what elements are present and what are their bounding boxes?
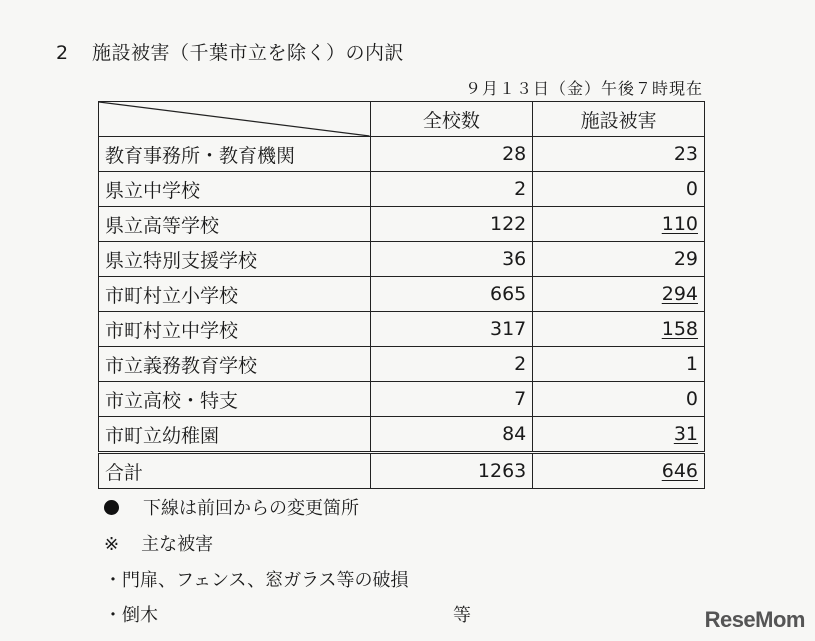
- row-label-value: 市立高校・特支: [105, 389, 239, 412]
- total-schools-cell: [370, 453, 533, 489]
- facility-damage-cell: [533, 137, 705, 172]
- damage-item-2-suffix: 等: [453, 605, 471, 626]
- row-label: [99, 453, 371, 489]
- total-schools-cell-value: 2: [514, 178, 527, 200]
- total-schools-cell-value: 28: [502, 143, 527, 165]
- facility-damage-cell-value: 294: [661, 283, 698, 305]
- row-label: [99, 347, 371, 382]
- main-damage-title: 主な被害: [141, 534, 214, 555]
- total-schools-cell-value: 1263: [477, 460, 527, 482]
- total-schools-cell: [370, 277, 533, 312]
- facility-damage-cell-value: 110: [661, 213, 698, 235]
- row-label: [99, 417, 371, 453]
- total-schools-cell: [370, 172, 533, 207]
- total-schools-cell: [370, 242, 533, 277]
- total-schools-cell: [370, 382, 533, 417]
- facility-damage-cell-value: 646: [661, 460, 698, 482]
- facility-damage-cell: [533, 277, 705, 312]
- reference-mark: ※: [104, 534, 120, 555]
- row-label-value: 県立中学校: [105, 179, 201, 202]
- table-row: [99, 417, 705, 453]
- table-row: [99, 277, 705, 312]
- total-schools-cell: [370, 207, 533, 242]
- total-schools-cell-value: 36: [502, 248, 527, 270]
- total-schools-cell-value: 7: [514, 388, 527, 410]
- total-schools-cell-value: 84: [502, 423, 527, 445]
- facility-damage-cell: [533, 242, 705, 277]
- damage-table: [98, 101, 705, 489]
- section-number: 2: [56, 42, 69, 64]
- table-header-row: [99, 102, 705, 137]
- diagonal-header-cell: [99, 102, 371, 137]
- total-schools-cell: [370, 347, 533, 382]
- facility-damage-cell: [533, 207, 705, 242]
- facility-damage-cell-value: 158: [661, 318, 698, 340]
- header-facility-damage: 施設被害: [533, 102, 705, 137]
- total-schools-cell-value: 2: [514, 353, 527, 375]
- main-damage-heading: [104, 530, 213, 556]
- header-total-schools: 全校数: [370, 102, 533, 137]
- section-title: 施設被害（千葉市立を除く）の内訳: [92, 42, 405, 64]
- facility-damage-cell-value: 1: [685, 353, 698, 375]
- damage-item-2: [104, 601, 471, 627]
- total-schools-cell-value: 665: [490, 283, 527, 305]
- row-label-value: 県立高等学校: [105, 214, 220, 237]
- row-label: [99, 382, 371, 417]
- facility-damage-cell-value: 23: [673, 143, 698, 165]
- facility-damage-cell: [533, 312, 705, 347]
- row-label-value: 市町立幼稚園: [105, 424, 220, 447]
- total-schools-cell-value: 122: [490, 213, 527, 235]
- table-row: [99, 207, 705, 242]
- section-heading: [56, 38, 404, 65]
- facility-damage-cell: [533, 172, 705, 207]
- diagonal-line: [99, 102, 370, 136]
- row-label-value: 合計: [105, 461, 144, 484]
- facility-damage-cell-value: 0: [685, 178, 698, 200]
- table-row: [99, 347, 705, 382]
- damage-item-2-text: ・倒木: [104, 605, 158, 626]
- total-schools-cell: [370, 312, 533, 347]
- facility-damage-cell-value: 31: [673, 423, 698, 445]
- total-schools-cell: [370, 417, 533, 453]
- row-label-value: 県立特別支援学校: [105, 249, 258, 272]
- damage-item-1: ・門扉、フェンス、窓ガラス等の破損: [104, 570, 409, 591]
- facility-damage-cell: [533, 382, 705, 417]
- table-row: [99, 172, 705, 207]
- facility-damage-cell: [533, 417, 705, 453]
- row-label: [99, 137, 371, 172]
- row-label: [99, 277, 371, 312]
- resemom-logo: ReseMom: [704, 607, 805, 632]
- legend-note: [104, 494, 359, 520]
- total-schools-cell: [370, 137, 533, 172]
- facility-damage-cell-value: 29: [673, 248, 698, 270]
- row-label-value: 教育事務所・教育機関: [105, 144, 296, 167]
- bullet-icon: [104, 500, 119, 515]
- table-row: [99, 242, 705, 277]
- row-label: [99, 207, 371, 242]
- row-label: [99, 172, 371, 207]
- table-row: [99, 382, 705, 417]
- facility-damage-cell: [533, 347, 705, 382]
- facility-damage-cell: [533, 453, 705, 489]
- facility-damage-cell-value: 0: [685, 388, 698, 410]
- row-label: [99, 242, 371, 277]
- row-label-value: 市立義務教育学校: [105, 354, 258, 377]
- table-row: [99, 312, 705, 347]
- legend-text: 下線は前回からの変更箇所: [143, 498, 359, 519]
- row-label: [99, 312, 371, 347]
- as-of-date: ９月１３日（金）午後７時現在: [464, 79, 703, 98]
- row-label-value: 市町村立小学校: [105, 284, 239, 307]
- total-row: [99, 453, 705, 489]
- total-schools-cell-value: 317: [490, 318, 527, 340]
- row-label-value: 市町村立中学校: [105, 319, 239, 342]
- table-row: [99, 137, 705, 172]
